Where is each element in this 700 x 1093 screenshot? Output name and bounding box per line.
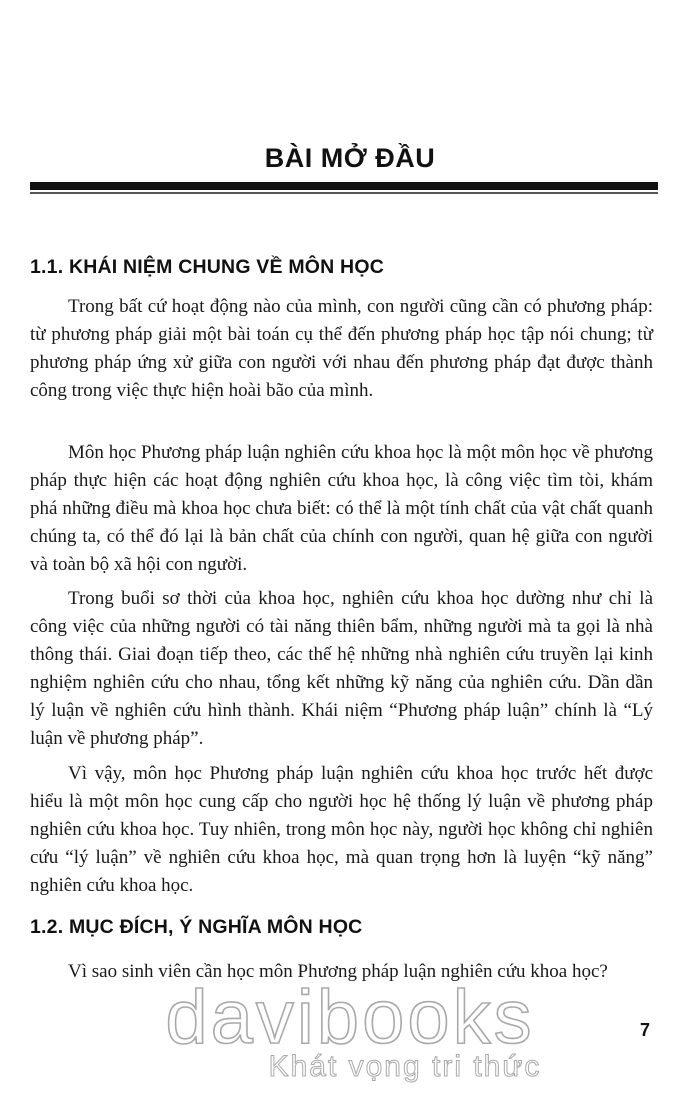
chapter-title: BÀI MỞ ĐẦU bbox=[264, 143, 436, 173]
paragraph: Vì sao sinh viên cần học môn Phương pháp luận nghiên cứu khoa học? bbox=[68, 961, 608, 982]
paragraph: Vì vậy, môn học Phương pháp luận nghiên cứu khoa học trước hết được hiểu là một môn học cung cấp cho người học hệ thống lý luận về phương pháp nghiên cứu khoa học. Tuy nhiên, trong môn học này, người học không chỉ nghiên cứu “lý luận” về nghiên cứu khoa học, mà quan trọng hơn là luyện “kỹ năng” nghiên cứu khoa học. bbox=[30, 763, 653, 896]
paragraph: Môn học Phương pháp luận nghiên cứu khoa học là một môn học về phương pháp thực hiện các hoạt động nghiên cứu khoa học, là công việc tìm tòi, khám phá những điều mà khoa học chưa biết: có thể là một tính chất của vật chất quanh chúng ta, có thể đó lại là bản chất của chính con người, quan hệ giữa con người và toàn bộ xã hội con người. bbox=[30, 442, 653, 575]
watermark-tagline: Khát vọng tri thức bbox=[268, 1050, 542, 1083]
title-rule-thin bbox=[30, 192, 658, 194]
paragraph: Trong bất cứ hoạt động nào của mình, con người cũng cần có phương pháp: từ phương pháp giải một bài toán cụ thể đến phương pháp học tập nói chung; từ phương pháp ứng xử giữa con người với nhau đến phương pháp đạt được thành công trong việc thực hiện hoài bão của mình. bbox=[30, 296, 653, 401]
section-heading-1-1: 1.1. KHÁI NIỆM CHUNG VỀ MÔN HỌC bbox=[30, 256, 384, 278]
paragraph: Trong buổi sơ thời của khoa học, nghiên cứu khoa học dường như chỉ là công việc của những người có tài năng thiên bẩm, những người mà ta gọi là nhà thông thái. Giai đoạn tiếp theo, các thế hệ những nhà nghiên cứu truyền lại kinh nghiệm nghiên cứu cho nhau, tổng kết những kỹ năng của nghiên cứu. Dần dần lý luận về nghiên cứu hình thành. Khái niệm “Phương pháp luận” chính là “Lý luận về phương pháp”. bbox=[30, 588, 653, 749]
title-rule bbox=[30, 182, 658, 190]
watermark-logo: davibooks bbox=[165, 975, 535, 1060]
section-heading-1-2: 1.2. MỤC ĐÍCH, Ý NGHĨA MÔN HỌC bbox=[30, 916, 363, 938]
page-number: 7 bbox=[640, 1020, 651, 1040]
